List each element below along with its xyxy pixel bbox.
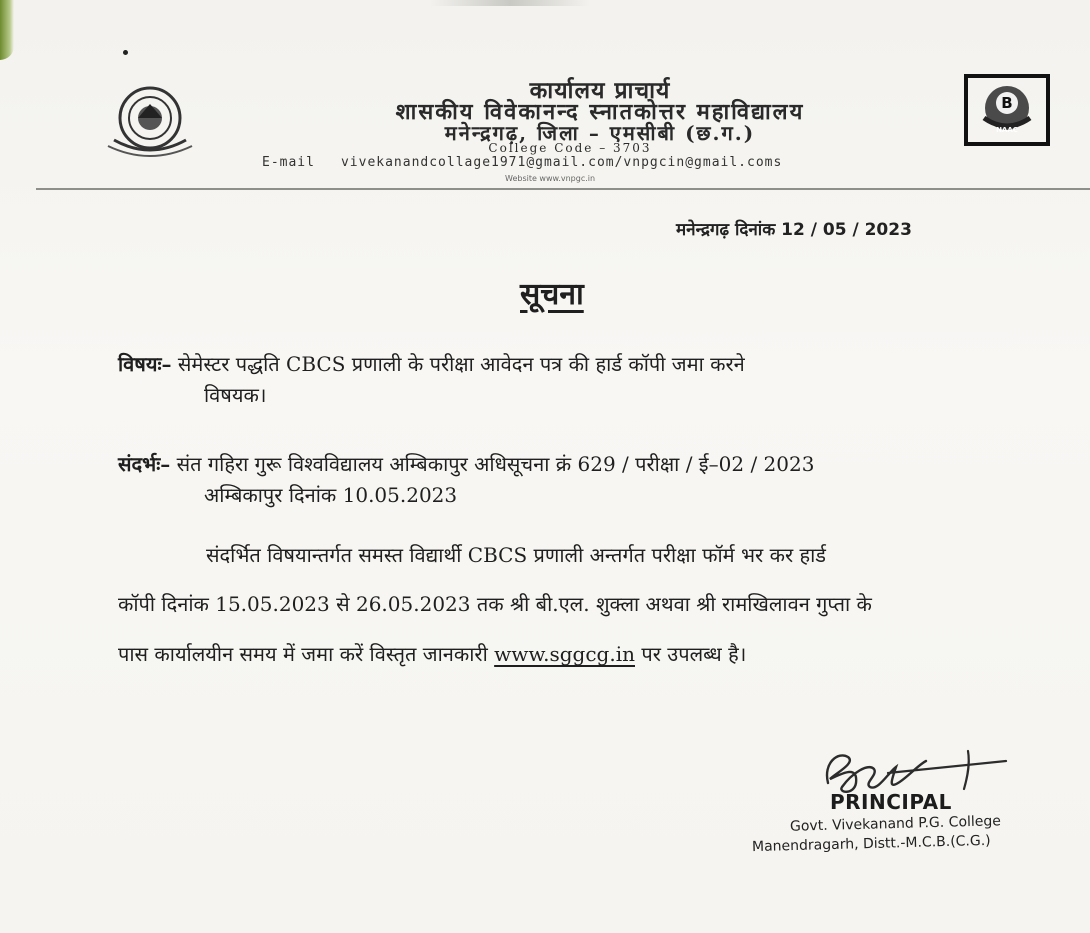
header-divider (36, 188, 1090, 190)
body-line-2: कॉपी दिनांक 15.05.2023 से 26.05.2023 तक श्री बी.एल. शुक्ला अथवा श्री रामखिलावन गुप्ता के (118, 592, 872, 616)
paper-fold-shadow (430, 0, 590, 6)
office-heading: कार्यालय प्राचार्य (529, 77, 671, 104)
email-line (262, 155, 982, 170)
college-emblem-icon (104, 80, 196, 158)
naac-logo-icon (962, 74, 1052, 146)
email-label: E-mail (262, 155, 315, 170)
reference-text: संत गहिरा गुरू विश्वविद्यालय अम्बिकापुर अधिसूचना क्रं 629 / परीक्षा / ई–02 / 2023 (176, 452, 815, 476)
subject-line-1 (118, 350, 745, 377)
reference-line-1 (118, 450, 814, 477)
ink-dot (123, 50, 128, 55)
reference-line-2: अम्बिकापुर दिनांक 10.05.2023 (204, 483, 458, 507)
notice-title: सूचना (520, 277, 584, 312)
body-line-3 (118, 640, 746, 667)
principal-title: PRINCIPAL (830, 790, 952, 814)
body-line-3-end: पर उपलब्ध है। (635, 642, 747, 666)
body-line-3-start: पास कार्यालयीन समय में जमा करें विस्तृत जानकारी (118, 642, 495, 666)
body-line-1: संदर्भित विषयान्तर्गत समस्त विद्यार्थी CBCS प्रणाली अन्तर्गत परीक्षा फॉर्म भर कर हार्ड (206, 543, 826, 567)
college-name: शासकीय विवेकानन्द स्नातकोत्तर महाविद्यालय (395, 99, 805, 125)
principal-college: Govt. Vivekanand P.G. College (789, 813, 1002, 835)
notice-date: मनेन्द्रगढ़ दिनांक 12 / 05 / 2023 (676, 220, 912, 240)
website-link[interactable]: www.sggcg.in (494, 642, 635, 666)
subject-text: सेमेस्टर पद्धति CBCS प्रणाली के परीक्षा आवेदन पत्र की हार्ड कॉपी जमा करने (177, 352, 745, 376)
email-address: vivekanandcollage1971@gmail.com/vnpgcin@gmail.coms (340, 155, 783, 170)
subject-line-2: विषयक। (204, 383, 267, 407)
reference-label: संदर्भः– (118, 452, 171, 476)
subject-label: विषयः– (118, 352, 172, 376)
principal-address: Manendragarh, Distt.-M.C.B.(C.G.) (751, 832, 991, 856)
naac-text: NAAC (996, 126, 1018, 134)
paper-edge-shadow (0, 0, 14, 60)
college-code: College Code – 3703 (488, 141, 652, 155)
website-line: Website www.vnpgc.in (505, 174, 596, 183)
college-location: मनेन्द्रगढ़, जिला – एमसीबी (छ.ग.) (444, 121, 756, 145)
naac-grade: B (1001, 94, 1013, 112)
